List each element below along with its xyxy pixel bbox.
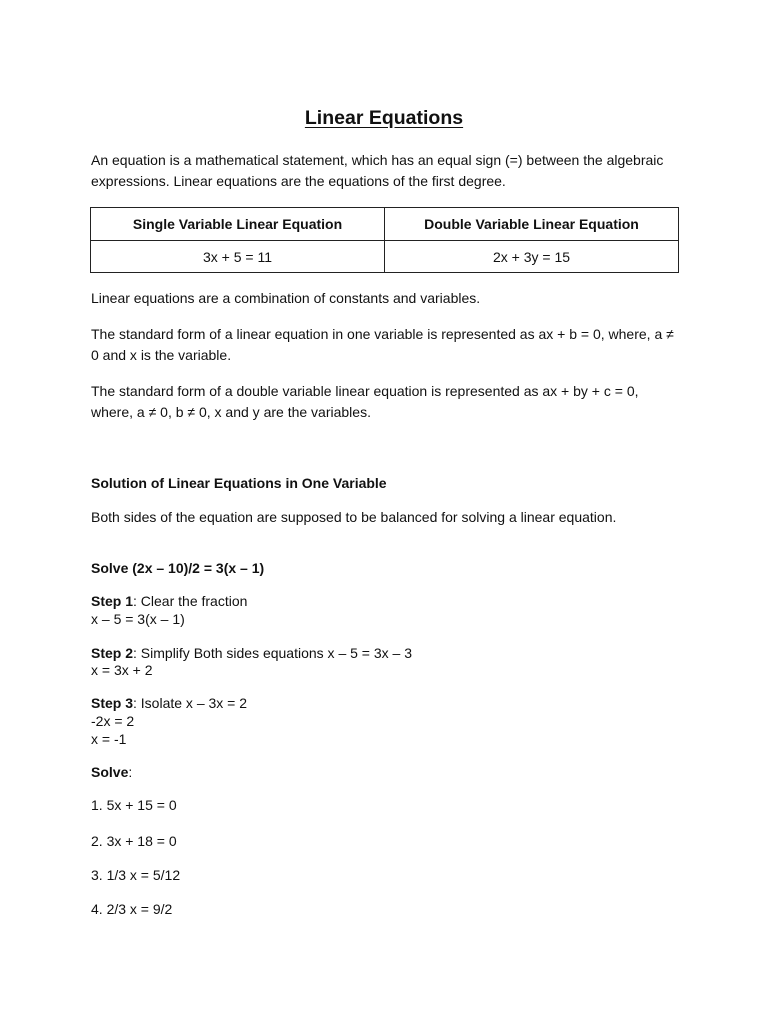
table-header-row — [91, 208, 679, 241]
table-header-double: Double Variable Linear Equation — [385, 208, 679, 241]
step-2-text: : Simplify Both sides equations x – 5 = 3x – 3 — [133, 645, 413, 661]
step-1-result: x – 5 = 3(x – 1) — [91, 611, 185, 627]
step-1-label: Step 1 — [91, 593, 134, 609]
table-cell-single-example: 3x + 5 = 11 — [91, 241, 385, 273]
section-intro: Both sides of the equation are supposed to be balanced for solving a linear equation. — [91, 509, 617, 525]
exercise-item-2: 2. 3x + 18 = 0 — [91, 833, 177, 849]
equation-types-table — [90, 207, 679, 273]
exercise-item-3: 3. 1/3 x = 5/12 — [91, 867, 181, 883]
single-variable-form-paragraph: The standard form of a linear equation in one variable is represented as ax + b = 0, where, a ≠ 0 and x is the variable. — [91, 326, 674, 363]
intro-paragraph: An equation is a mathematical statement, which has an equal sign (=) between the algebraic expressions. Linear equations are the equations of the first degree. — [91, 152, 664, 189]
step-1 — [91, 592, 691, 610]
page-title: Linear Equations — [304, 107, 464, 129]
step-3-text: : Isolate x – 3x = 2 — [133, 695, 248, 711]
exercise-item-4: 4. 2/3 x = 9/2 — [91, 901, 173, 917]
step-3-result-1: -2x = 2 — [91, 713, 135, 729]
step-2-label: Step 2 — [91, 645, 134, 661]
table-cell-double-example: 2x + 3y = 15 — [385, 241, 679, 273]
exercise-item-1: 1. 5x + 15 = 0 — [91, 797, 177, 813]
step-1-text: : Clear the fraction — [133, 593, 248, 609]
exercises-label: Solve — [91, 764, 129, 780]
step-3-result-2: x = -1 — [91, 731, 127, 747]
double-variable-form-paragraph: The standard form of a double variable linear equation is represented as ax + by + c = 0, where, a ≠ 0, b ≠ 0, x and y are the variables. — [91, 383, 639, 420]
table-header-single: Single Variable Linear Equation — [91, 208, 385, 241]
step-3-label: Step 3 — [91, 695, 134, 711]
combination-paragraph: Linear equations are a combination of constants and variables. — [91, 290, 481, 306]
step-2-result: x = 3x + 2 — [91, 662, 153, 678]
step-2 — [91, 644, 691, 662]
table-row — [91, 241, 679, 273]
exercises-heading — [91, 763, 691, 781]
section-heading: Solution of Linear Equations in One Variable — [91, 475, 387, 491]
step-3 — [91, 694, 691, 712]
example-heading: Solve (2x – 10)/2 = 3(x – 1) — [91, 560, 265, 576]
exercises-colon: : — [128, 764, 133, 780]
